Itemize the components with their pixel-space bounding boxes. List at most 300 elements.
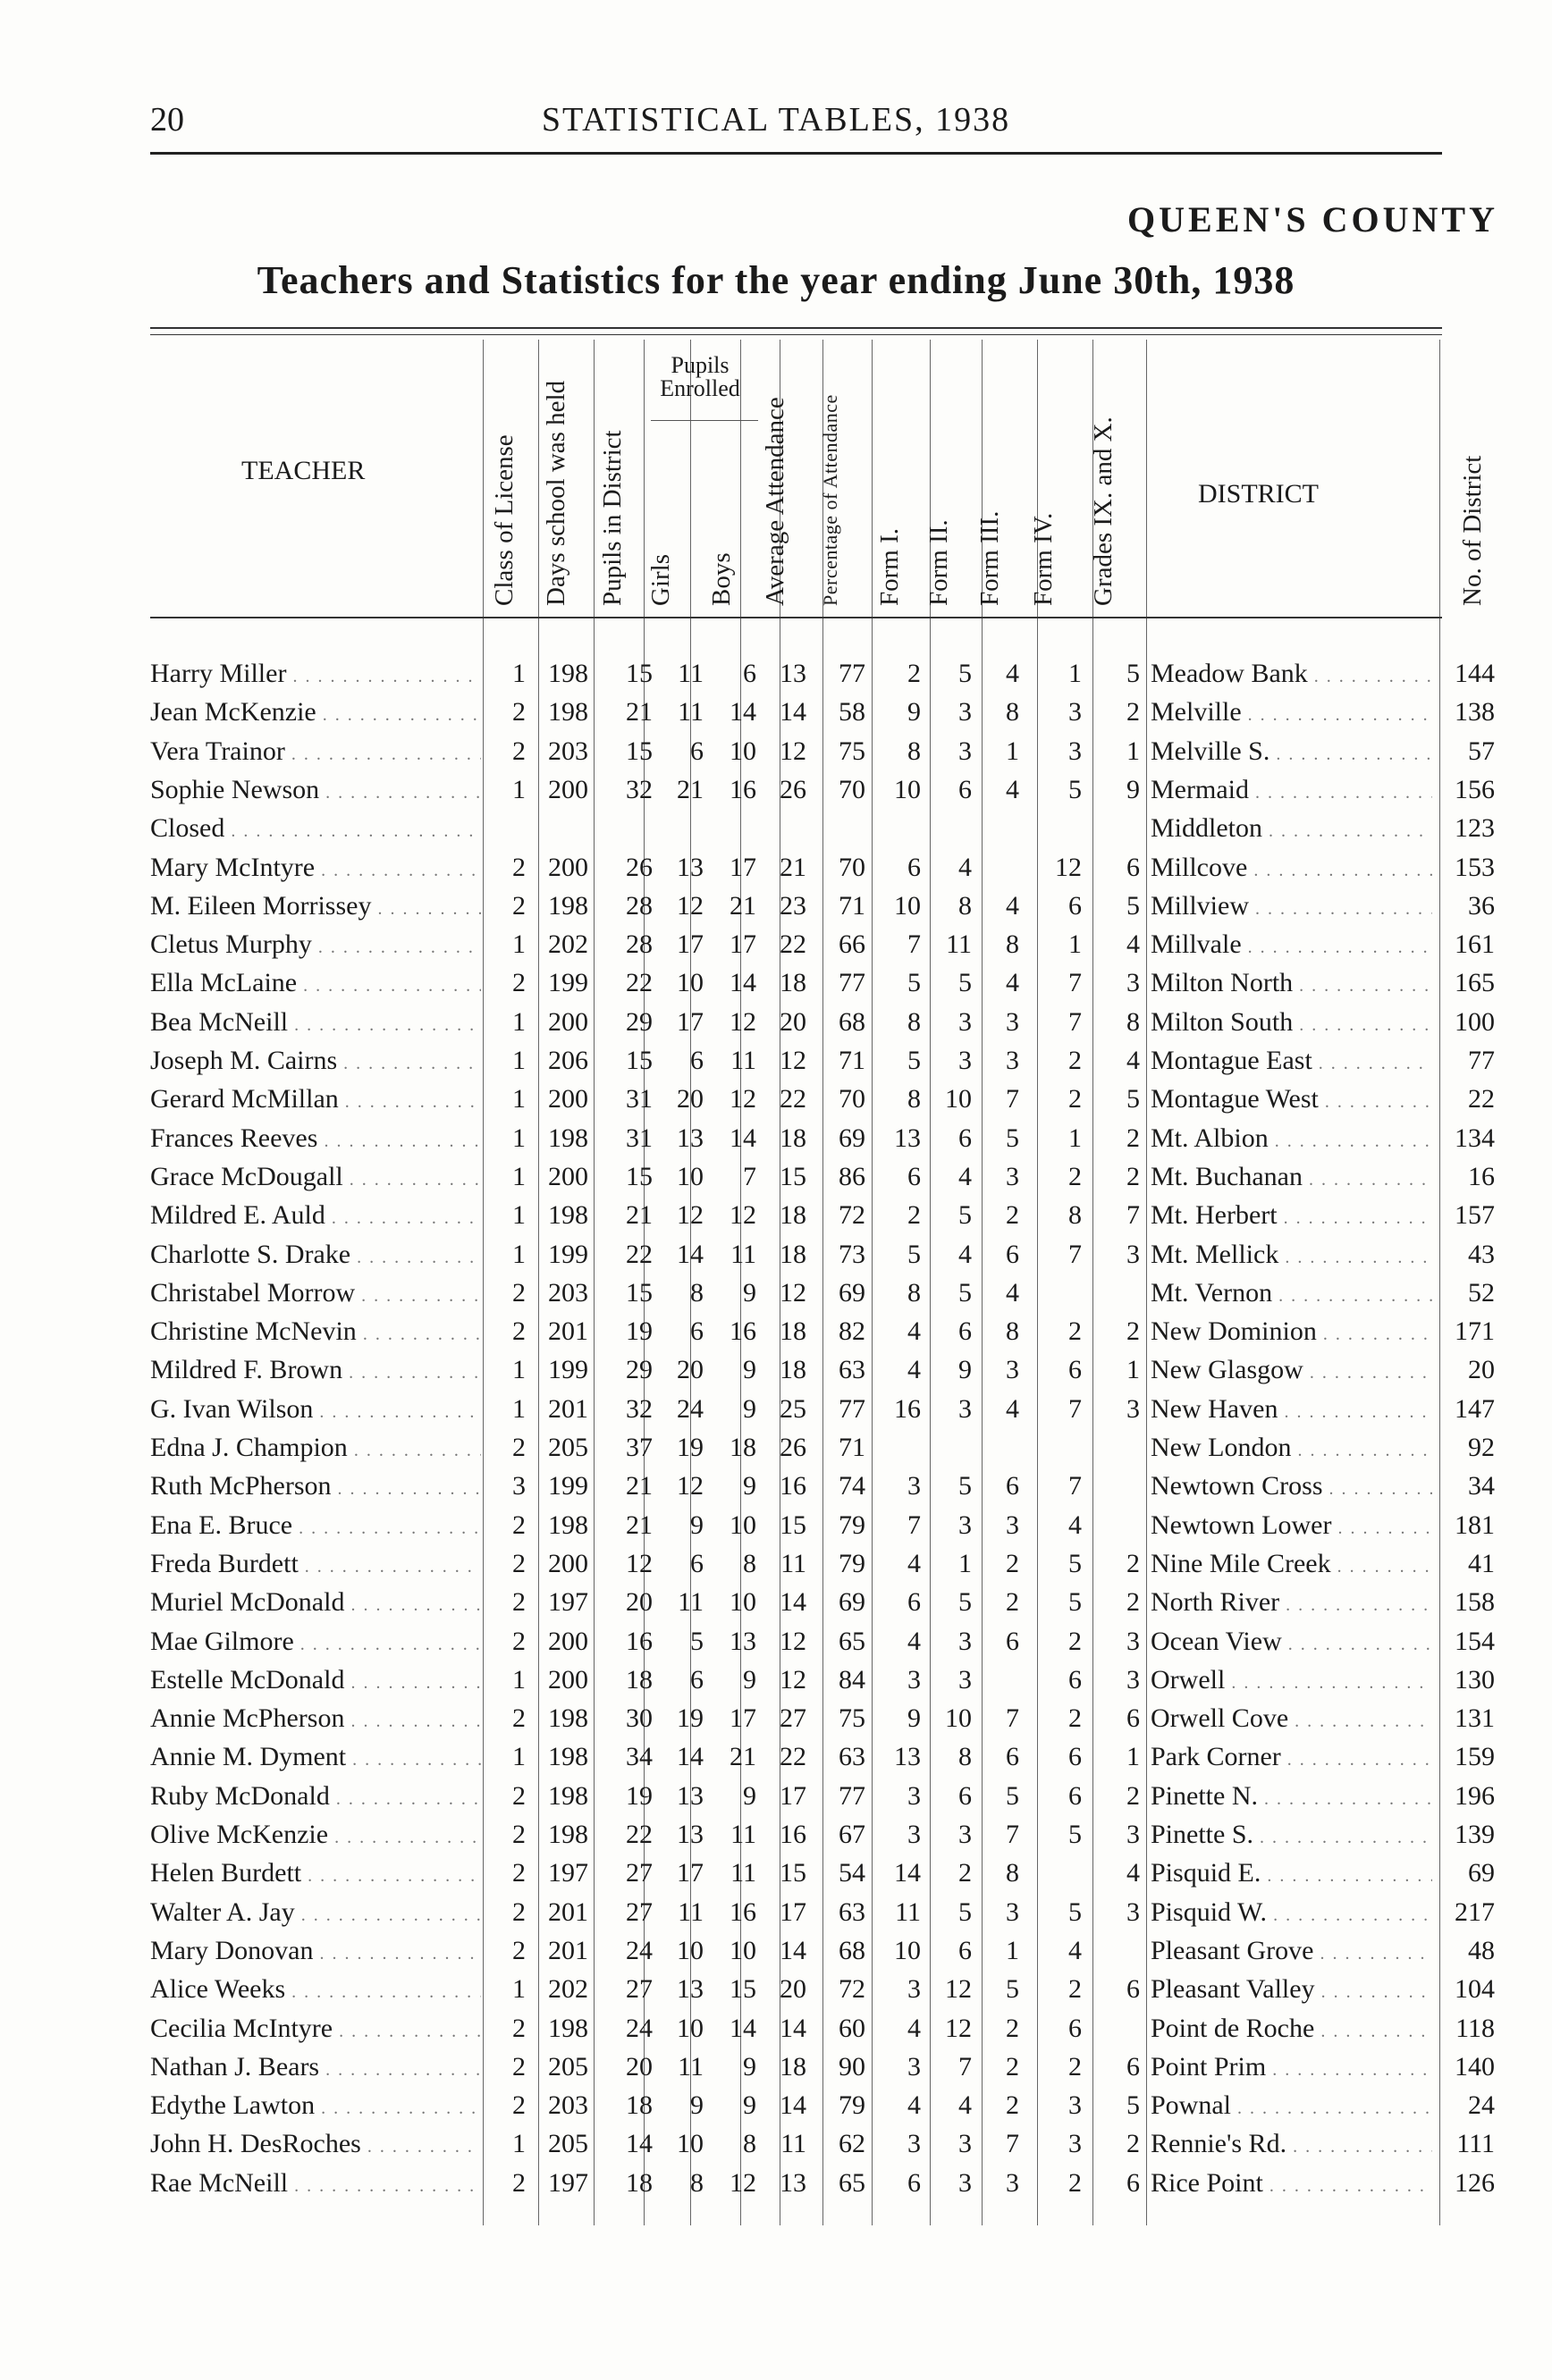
cell-form3: 8 bbox=[1006, 1316, 1019, 1346]
cell-license: 2 bbox=[512, 2168, 526, 2198]
cell-form3: 5 bbox=[1006, 1123, 1019, 1153]
cell-days: 203 bbox=[548, 736, 588, 766]
cell-form3: 4 bbox=[1006, 968, 1019, 997]
table-subtitle: Teachers and Statistics for the year ending June 30th, 1938 bbox=[257, 258, 1295, 302]
district-name: New Dominion . . . bbox=[1151, 1312, 1432, 1354]
cell-girls: 21 bbox=[677, 775, 704, 804]
cell-grades: 3 bbox=[1126, 1627, 1140, 1656]
table-row bbox=[0, 1506, 1552, 1544]
cell-form4: 8 bbox=[1068, 1200, 1082, 1230]
cell-days: 205 bbox=[548, 1433, 588, 1462]
cell-form2: 5 bbox=[958, 1587, 972, 1617]
cell-days: 198 bbox=[548, 1742, 588, 1771]
cell-avg-attendance: 11 bbox=[780, 2129, 806, 2158]
cell-days: 203 bbox=[548, 1278, 588, 1308]
cell-form3: 3 bbox=[1006, 1510, 1019, 1540]
table-row bbox=[0, 925, 1552, 963]
cell-form2: 3 bbox=[958, 1627, 972, 1656]
cell-boys: 16 bbox=[730, 1897, 756, 1927]
cell-form2: 3 bbox=[958, 2129, 972, 2158]
cell-form2: 3 bbox=[958, 736, 972, 766]
cell-form3: 2 bbox=[1006, 1549, 1019, 1578]
cell-form4: 2 bbox=[1068, 2052, 1082, 2081]
cell-girls: 5 bbox=[690, 1627, 704, 1656]
cell-form1: 10 bbox=[894, 775, 921, 804]
cell-pupils-district: 24 bbox=[626, 1936, 653, 1965]
cell-pupils-district: 28 bbox=[626, 929, 653, 959]
cell-form2: 12 bbox=[945, 1974, 972, 2004]
cell-pct-attendance: 82 bbox=[839, 1316, 865, 1346]
cell-boys: 13 bbox=[730, 1627, 756, 1656]
cell-grades: 2 bbox=[1126, 2129, 1140, 2158]
cell-form3: 8 bbox=[1006, 1858, 1019, 1888]
cell-form2: 6 bbox=[958, 1781, 972, 1811]
cell-girls: 10 bbox=[677, 1936, 704, 1965]
cell-days: 198 bbox=[548, 1703, 588, 1733]
cell-form1: 3 bbox=[907, 2129, 921, 2158]
cell-avg-attendance: 12 bbox=[780, 1046, 806, 1075]
cell-pupils-district: 14 bbox=[626, 2129, 653, 2158]
cell-pupils-district: 22 bbox=[626, 968, 653, 997]
cell-form1: 11 bbox=[895, 1897, 921, 1927]
teacher-name: Annie McPherson . . . bbox=[150, 1699, 481, 1741]
cell-license: 1 bbox=[512, 659, 526, 688]
district-number: 134 bbox=[1455, 1123, 1495, 1153]
teacher-name: Frances Reeves . . . bbox=[150, 1119, 481, 1161]
cell-pupils-district: 18 bbox=[626, 2090, 653, 2120]
cell-girls: 11 bbox=[678, 1587, 704, 1617]
cell-pupils-district: 32 bbox=[626, 775, 653, 804]
teacher-name: Gerard McMillan . . . bbox=[150, 1080, 481, 1122]
county-title: QUEEN'S COUNTY bbox=[1127, 199, 1498, 240]
cell-license: 2 bbox=[512, 1897, 526, 1927]
cell-girls: 6 bbox=[690, 1549, 704, 1578]
table-row bbox=[0, 1080, 1552, 1118]
cell-license: 2 bbox=[512, 1820, 526, 1849]
cell-license: 1 bbox=[512, 1742, 526, 1771]
cell-form2: 8 bbox=[958, 891, 972, 921]
cell-form3: 1 bbox=[1006, 736, 1019, 766]
cell-license: 2 bbox=[512, 968, 526, 997]
cell-form2: 4 bbox=[958, 1240, 972, 1269]
district-name: Mermaid . . . bbox=[1151, 770, 1432, 812]
cell-avg-attendance: 12 bbox=[780, 1627, 806, 1656]
cell-form3: 3 bbox=[1006, 1162, 1019, 1191]
cell-form4: 4 bbox=[1068, 1936, 1082, 1965]
teacher-name: M. Eileen Morrissey . . . bbox=[150, 887, 481, 929]
cell-form3: 2 bbox=[1006, 2014, 1019, 2043]
table-row bbox=[0, 1737, 1552, 1776]
cell-days: 199 bbox=[548, 1471, 588, 1501]
cell-pct-attendance: 72 bbox=[839, 1200, 865, 1230]
cell-pupils-district: 24 bbox=[626, 2014, 653, 2043]
cell-form1: 8 bbox=[907, 1084, 921, 1114]
district-name: Newtown Cross . . . bbox=[1151, 1467, 1432, 1509]
cell-boys: 9 bbox=[743, 1394, 756, 1424]
cell-form2: 3 bbox=[958, 1394, 972, 1424]
table-row bbox=[0, 1970, 1552, 2008]
cell-form4: 12 bbox=[1055, 853, 1082, 882]
table-row bbox=[0, 2009, 1552, 2048]
cell-form3: 7 bbox=[1006, 1084, 1019, 1114]
cell-avg-attendance: 18 bbox=[780, 1200, 806, 1230]
cell-license: 1 bbox=[512, 775, 526, 804]
teacher-name: Sophie Newson . . . bbox=[150, 770, 481, 812]
cell-pupils-district: 18 bbox=[626, 1665, 653, 1695]
cell-license: 2 bbox=[512, 697, 526, 727]
district-name: Millview . . . bbox=[1151, 887, 1432, 929]
cell-days: 200 bbox=[548, 853, 588, 882]
cell-pupils-district: 21 bbox=[626, 1200, 653, 1230]
cell-license: 2 bbox=[512, 1316, 526, 1346]
district-name: North River . . . bbox=[1151, 1583, 1432, 1625]
district-number: 165 bbox=[1455, 968, 1495, 997]
district-number: 100 bbox=[1455, 1007, 1495, 1037]
cell-avg-attendance: 16 bbox=[780, 1820, 806, 1849]
cell-form4: 2 bbox=[1068, 1162, 1082, 1191]
district-number: 138 bbox=[1455, 697, 1495, 727]
cell-form4: 3 bbox=[1068, 2129, 1082, 2158]
teacher-name: Joseph M. Cairns . . . bbox=[150, 1041, 481, 1083]
cell-form3: 7 bbox=[1006, 1820, 1019, 1849]
teacher-name: Mary Donovan . . . bbox=[150, 1931, 481, 1973]
cell-pupils-district: 28 bbox=[626, 891, 653, 921]
cell-pct-attendance: 65 bbox=[839, 1627, 865, 1656]
cell-avg-attendance: 15 bbox=[780, 1162, 806, 1191]
table-row bbox=[0, 1777, 1552, 1815]
cell-license: 1 bbox=[512, 1162, 526, 1191]
cell-license: 2 bbox=[512, 1703, 526, 1733]
cell-form2: 5 bbox=[958, 1200, 972, 1230]
cell-girls: 13 bbox=[677, 853, 704, 882]
teacher-name: Grace McDougall . . . bbox=[150, 1157, 481, 1199]
cell-boys: 11 bbox=[730, 1240, 756, 1269]
cell-girls: 19 bbox=[677, 1433, 704, 1462]
table-row bbox=[0, 1815, 1552, 1854]
cell-form4: 6 bbox=[1068, 891, 1082, 921]
cell-form4: 2 bbox=[1068, 1316, 1082, 1346]
cell-pupils-district: 37 bbox=[626, 1433, 653, 1462]
cell-boys: 12 bbox=[730, 1007, 756, 1037]
cell-form4: 6 bbox=[1068, 1781, 1082, 1811]
table-row bbox=[0, 1003, 1552, 1041]
cell-boys: 12 bbox=[730, 2168, 756, 2198]
cell-avg-attendance: 20 bbox=[780, 1974, 806, 2004]
cell-form3: 7 bbox=[1006, 1703, 1019, 1733]
table-row bbox=[0, 1350, 1552, 1389]
district-name: Pinette S. . . . bbox=[1151, 1815, 1432, 1857]
cell-girls: 6 bbox=[690, 1665, 704, 1695]
teacher-name: Cecilia McIntyre . . . bbox=[150, 2009, 481, 2051]
header-form4 bbox=[1019, 340, 1073, 613]
teacher-name: Edythe Lawton . . . bbox=[150, 2086, 481, 2128]
cell-license: 2 bbox=[512, 1936, 526, 1965]
cell-license: 2 bbox=[512, 1549, 526, 1578]
table-row bbox=[0, 1544, 1552, 1583]
teacher-name: Ella McLaine . . . bbox=[150, 963, 481, 1005]
table-row bbox=[0, 1157, 1552, 1196]
cell-boys: 14 bbox=[730, 968, 756, 997]
cell-license: 3 bbox=[512, 1471, 526, 1501]
cell-boys: 9 bbox=[743, 2052, 756, 2081]
cell-form2: 3 bbox=[958, 1665, 972, 1695]
cell-pct-attendance: 71 bbox=[839, 1433, 865, 1462]
header-district-no-label: No. of District bbox=[1458, 455, 1487, 606]
cell-form1: 6 bbox=[907, 2168, 921, 2198]
cell-pct-attendance: 75 bbox=[839, 736, 865, 766]
cell-avg-attendance: 14 bbox=[780, 1936, 806, 1965]
cell-form3: 6 bbox=[1006, 1240, 1019, 1269]
cell-avg-attendance: 26 bbox=[780, 1433, 806, 1462]
cell-boys: 12 bbox=[730, 1200, 756, 1230]
cell-girls: 11 bbox=[678, 2052, 704, 2081]
cell-form1: 8 bbox=[907, 736, 921, 766]
cell-form1: 3 bbox=[907, 1471, 921, 1501]
teacher-name: Alice Weeks . . . bbox=[150, 1970, 481, 2012]
cell-avg-attendance: 14 bbox=[780, 2014, 806, 2043]
cell-grades: 6 bbox=[1126, 1703, 1140, 1733]
cell-form2: 5 bbox=[958, 659, 972, 688]
teacher-name: Mildred F. Brown . . . bbox=[150, 1350, 481, 1392]
cell-license: 2 bbox=[512, 2090, 526, 2120]
district-name: New Haven . . . bbox=[1151, 1390, 1432, 1432]
cell-days: 198 bbox=[548, 1510, 588, 1540]
cell-form4: 5 bbox=[1068, 1587, 1082, 1617]
cell-boys: 11 bbox=[730, 1820, 756, 1849]
cell-pct-attendance: 70 bbox=[839, 1084, 865, 1114]
header-days bbox=[532, 340, 586, 613]
cell-pct-attendance: 70 bbox=[839, 775, 865, 804]
cell-license: 1 bbox=[512, 1665, 526, 1695]
district-number: 48 bbox=[1468, 1936, 1495, 1965]
pupils-enrolled-rule bbox=[651, 420, 758, 421]
cell-grades: 2 bbox=[1126, 1316, 1140, 1346]
cell-form3: 4 bbox=[1006, 1278, 1019, 1308]
cell-license: 1 bbox=[512, 1007, 526, 1037]
cell-pct-attendance: 68 bbox=[839, 1936, 865, 1965]
district-name: Montague West . . . bbox=[1151, 1080, 1432, 1122]
header-boys bbox=[697, 438, 751, 613]
cell-boys: 10 bbox=[730, 1936, 756, 1965]
header-pupils-district bbox=[588, 340, 642, 613]
cell-form1: 3 bbox=[907, 1974, 921, 2004]
district-number: 196 bbox=[1455, 1781, 1495, 1811]
district-name: Pisquid W. . . . bbox=[1151, 1893, 1432, 1935]
cell-pct-attendance: 63 bbox=[839, 1897, 865, 1927]
cell-form4: 2 bbox=[1068, 1703, 1082, 1733]
table-row bbox=[0, 732, 1552, 770]
district-number: 153 bbox=[1455, 853, 1495, 882]
header-form1-label: Form I. bbox=[875, 528, 904, 606]
cell-form3: 2 bbox=[1006, 1200, 1019, 1230]
cell-form4: 7 bbox=[1068, 1240, 1082, 1269]
cell-boys: 8 bbox=[743, 2129, 756, 2158]
cell-boys: 12 bbox=[730, 1084, 756, 1114]
district-number: 16 bbox=[1468, 1162, 1495, 1191]
cell-form3: 2 bbox=[1006, 1587, 1019, 1617]
cell-form3: 5 bbox=[1006, 1974, 1019, 2004]
cell-form1: 3 bbox=[907, 2052, 921, 2081]
cell-girls: 11 bbox=[678, 659, 704, 688]
cell-avg-attendance: 22 bbox=[780, 1742, 806, 1771]
cell-form2: 2 bbox=[958, 1858, 972, 1888]
district-name: New London . . . bbox=[1151, 1428, 1432, 1470]
header-form3 bbox=[966, 340, 1019, 613]
cell-avg-attendance: 18 bbox=[780, 1123, 806, 1153]
cell-pct-attendance: 71 bbox=[839, 1046, 865, 1075]
cell-license: 2 bbox=[512, 2052, 526, 2081]
cell-form4: 2 bbox=[1068, 2168, 1082, 2198]
running-title: STATISTICAL TABLES, 1938 bbox=[541, 101, 1011, 139]
cell-avg-attendance: 11 bbox=[780, 1549, 806, 1578]
cell-avg-attendance: 18 bbox=[780, 1355, 806, 1384]
cell-pupils-district: 20 bbox=[626, 1587, 653, 1617]
cell-boys: 14 bbox=[730, 2014, 756, 2043]
cell-days: 199 bbox=[548, 1355, 588, 1384]
cell-days: 198 bbox=[548, 1781, 588, 1811]
teacher-name: Nathan J. Bears . . . bbox=[150, 2048, 481, 2090]
cell-grades: 9 bbox=[1126, 775, 1140, 804]
header-license-label: Class of License bbox=[490, 434, 519, 606]
district-name: Meadow Bank . . . bbox=[1151, 654, 1432, 696]
district-number: 159 bbox=[1455, 1742, 1495, 1771]
district-number: 130 bbox=[1455, 1665, 1495, 1695]
cell-form4: 2 bbox=[1068, 1084, 1082, 1114]
cell-days: 200 bbox=[548, 1084, 588, 1114]
cell-boys: 9 bbox=[743, 1355, 756, 1384]
cell-form3: 2 bbox=[1006, 2090, 1019, 2120]
header-district: DISTRICT bbox=[1198, 479, 1319, 509]
cell-grades: 2 bbox=[1126, 1781, 1140, 1811]
cell-form2: 9 bbox=[958, 1355, 972, 1384]
cell-form1: 10 bbox=[894, 1936, 921, 1965]
district-number: 157 bbox=[1455, 1200, 1495, 1230]
district-name: Pleasant Grove . . . bbox=[1151, 1931, 1432, 1973]
cell-license: 1 bbox=[512, 2129, 526, 2158]
cell-form2: 12 bbox=[945, 2014, 972, 2043]
cell-form4: 7 bbox=[1068, 1471, 1082, 1501]
cell-avg-attendance: 12 bbox=[780, 736, 806, 766]
cell-days: 201 bbox=[548, 1316, 588, 1346]
cell-grades: 4 bbox=[1126, 1046, 1140, 1075]
header-grades-label: Grades IX. and X. bbox=[1089, 416, 1118, 606]
teacher-name: Vera Trainor . . . bbox=[150, 732, 481, 774]
table-row bbox=[0, 1467, 1552, 1505]
cell-form2: 3 bbox=[958, 1510, 972, 1540]
cell-pct-attendance: 69 bbox=[839, 1587, 865, 1617]
district-number: 181 bbox=[1455, 1510, 1495, 1540]
cell-pupils-district: 12 bbox=[626, 1549, 653, 1578]
cell-form4: 5 bbox=[1068, 775, 1082, 804]
table-row bbox=[0, 2048, 1552, 2086]
cell-form2: 3 bbox=[958, 2168, 972, 2198]
cell-pupils-district: 21 bbox=[626, 1510, 653, 1540]
cell-license: 1 bbox=[512, 929, 526, 959]
cell-pct-attendance: 79 bbox=[839, 2090, 865, 2120]
teacher-name: Jean McKenzie . . . bbox=[150, 693, 481, 735]
district-name: Pownal . . . bbox=[1151, 2086, 1432, 2128]
cell-avg-attendance: 18 bbox=[780, 1240, 806, 1269]
cell-avg-attendance: 16 bbox=[780, 1471, 806, 1501]
cell-form1: 5 bbox=[907, 968, 921, 997]
cell-days: 197 bbox=[548, 1858, 588, 1888]
cell-pupils-district: 31 bbox=[626, 1123, 653, 1153]
table-row bbox=[0, 848, 1552, 887]
table-row bbox=[0, 1931, 1552, 1970]
teacher-name: Estelle McDonald . . . bbox=[150, 1661, 481, 1703]
cell-grades: 4 bbox=[1126, 1858, 1140, 1888]
cell-days: 199 bbox=[548, 968, 588, 997]
cell-form2: 10 bbox=[945, 1703, 972, 1733]
teacher-name: G. Ivan Wilson . . . bbox=[150, 1390, 481, 1432]
cell-girls: 13 bbox=[677, 1820, 704, 1849]
district-name: Pinette N. . . . bbox=[1151, 1777, 1432, 1819]
cell-form3: 6 bbox=[1006, 1742, 1019, 1771]
cell-pct-attendance: 77 bbox=[839, 1394, 865, 1424]
cell-girls: 12 bbox=[677, 1200, 704, 1230]
table-header-rule bbox=[150, 617, 1442, 618]
cell-avg-attendance: 17 bbox=[780, 1897, 806, 1927]
district-number: 104 bbox=[1455, 1974, 1495, 2004]
cell-form4: 7 bbox=[1068, 1394, 1082, 1424]
cell-pct-attendance: 77 bbox=[839, 968, 865, 997]
cell-form3: 2 bbox=[1006, 2052, 1019, 2081]
cell-boys: 6 bbox=[743, 659, 756, 688]
cell-days: 200 bbox=[548, 1007, 588, 1037]
table-row bbox=[0, 1119, 1552, 1157]
header-boys-label: Boys bbox=[707, 552, 736, 606]
cell-form1: 4 bbox=[907, 2014, 921, 2043]
cell-grades: 4 bbox=[1126, 929, 1140, 959]
cell-form1: 5 bbox=[907, 1046, 921, 1075]
cell-form3: 8 bbox=[1006, 929, 1019, 959]
district-number: 43 bbox=[1468, 1240, 1495, 1269]
cell-pct-attendance: 63 bbox=[839, 1742, 865, 1771]
cell-pupils-district: 15 bbox=[626, 1162, 653, 1191]
district-number: 156 bbox=[1455, 775, 1495, 804]
cell-form2: 4 bbox=[958, 1162, 972, 1191]
cell-girls: 6 bbox=[690, 1316, 704, 1346]
cell-form2: 5 bbox=[958, 1471, 972, 1501]
cell-avg-attendance: 13 bbox=[780, 659, 806, 688]
cell-avg-attendance: 14 bbox=[780, 697, 806, 727]
table-row bbox=[0, 809, 1552, 847]
district-number: 158 bbox=[1455, 1587, 1495, 1617]
cell-form4: 3 bbox=[1068, 736, 1082, 766]
teacher-name: Charlotte S. Drake . . . bbox=[150, 1235, 481, 1277]
cell-boys: 21 bbox=[730, 1742, 756, 1771]
cell-days: 202 bbox=[548, 929, 588, 959]
cell-pct-attendance: 75 bbox=[839, 1703, 865, 1733]
district-name: Millcove . . . bbox=[1151, 848, 1432, 890]
cell-form2: 5 bbox=[958, 968, 972, 997]
cell-girls: 6 bbox=[690, 1046, 704, 1075]
teacher-name: John H. DesRoches . . . bbox=[150, 2124, 481, 2166]
cell-form3: 6 bbox=[1006, 1471, 1019, 1501]
table-row bbox=[0, 1661, 1552, 1699]
cell-avg-attendance: 18 bbox=[780, 2052, 806, 2081]
district-number: 118 bbox=[1455, 2014, 1495, 2043]
cell-boys: 11 bbox=[730, 1046, 756, 1075]
table-row bbox=[0, 1854, 1552, 1892]
cell-avg-attendance: 18 bbox=[780, 968, 806, 997]
cell-form3: 3 bbox=[1006, 1897, 1019, 1927]
teacher-name: Ruth McPherson . . . bbox=[150, 1467, 481, 1509]
cell-boys: 14 bbox=[730, 697, 756, 727]
cell-pct-attendance: 60 bbox=[839, 2014, 865, 2043]
header-form2-label: Form II. bbox=[924, 519, 953, 606]
cell-grades: 3 bbox=[1126, 1394, 1140, 1424]
